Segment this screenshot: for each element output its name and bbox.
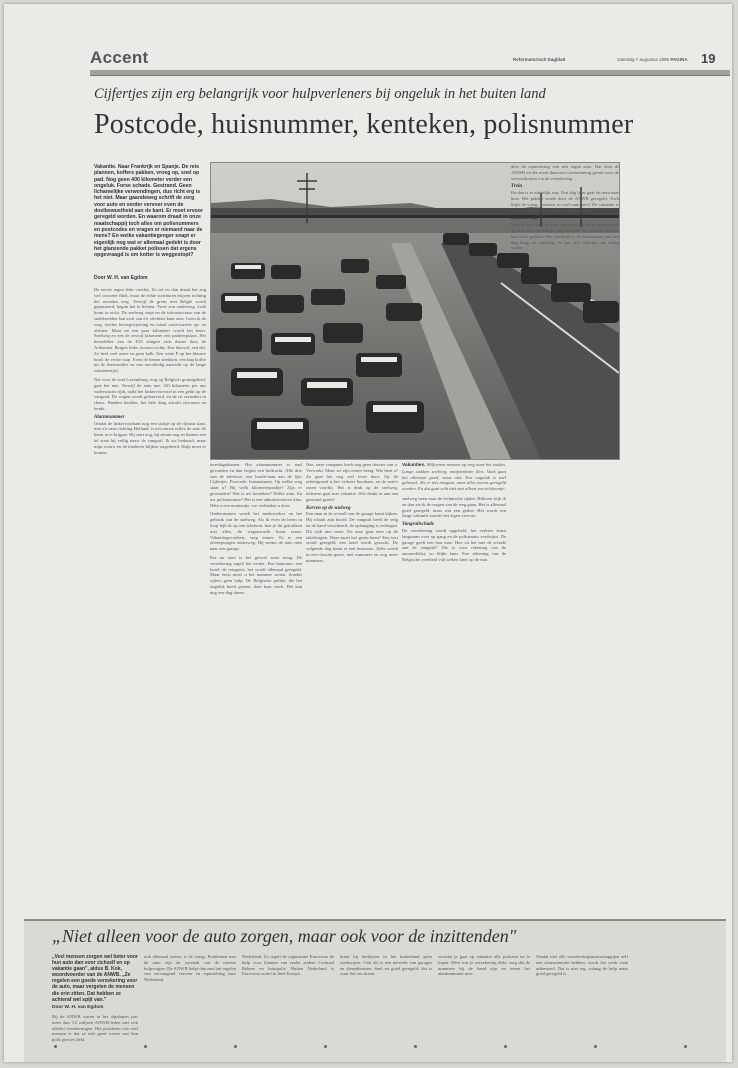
sidebar-column-3: Nederland. Zo regelt de organisatie Eurocross de hulp voor klanten van onder andere Centraal Beheer en Interpolis. Buiten Nederland is Eurocross actief in heel Europa. bbox=[242, 954, 334, 977]
article-kicker: Cijfertjes zijn erg belangrijk voor hulpverleners bij ongeluk in het buiten land bbox=[94, 86, 546, 102]
article-paragraph: Nee, onze computer heeft nog geen dossier van u. Verwerkt. Maar we zijn ermee bezig. Wie bent u? Zo gaat het nog wel even door. Op de achtergrond is het verkeer hoorbaar, en de auto's razen voorbij. Het is druk op de snelweg, iedereen gaat met vakantie. Wie denkt er aan een gestrand gezin? bbox=[306, 462, 398, 502]
registration-mark bbox=[234, 1045, 237, 1048]
caption-title: Vakanties. bbox=[402, 463, 426, 468]
registration-mark bbox=[324, 1045, 327, 1048]
registration-mark bbox=[414, 1045, 417, 1048]
issue-date-text: zaterdag 7 augustus 1999 bbox=[617, 57, 670, 62]
registration-mark bbox=[594, 1045, 597, 1048]
article-byline: Door W. H. van Egdom bbox=[94, 275, 148, 281]
article-subhead: Repatriëring bbox=[511, 216, 538, 222]
article-paragraph: Een man in de overall van de garage komt kijken. Hij schudt zijn hoofd. De vangrail heeft de velg en de band verscheurd, de ophanging is verbogen. Dit rijdt niet meer. De auto gaat mee op de takelwagen. Waar moet het gezin heen? Een taxi wordt geregeld, een hotel wordt gezocht. De volgende dag komt er een huurauto. Alles wordt in een dossier gezet, met nummers en nog meer nummers. bbox=[306, 511, 398, 563]
page-label: PAGINA bbox=[670, 57, 688, 62]
article-paragraph: dere de repatriëring van m'n eigen auto. Dat doet de ANWB en die moet daarvoor toestemming geven voor de vervoerkosten via de verzekering. bbox=[511, 164, 619, 181]
article-column-3 bbox=[306, 462, 398, 907]
article-subhead: Trein bbox=[511, 184, 523, 190]
registration-mark bbox=[684, 1045, 687, 1048]
article-headline: Postcode, huisnummer, kenteken, polisnummer bbox=[94, 109, 634, 140]
article-column-5 bbox=[511, 164, 619, 907]
section-rule bbox=[90, 70, 730, 75]
sidebar-column-4: krent bij bedrijven in het buitenland geen werkwijzer. Ook dit is een netwerk van garages en sleepdiensten. Snel en goed geregeld: dat is waar het om draait. bbox=[340, 954, 432, 977]
article-paragraph: Onderonsmen wordt het medewerker en het gebruik van de snelweg. Als ik even de berm in loop kijk ik op een telefoon: ben je dit getrokken met alles, de wegenwacht komt eraan. Vakantiegevoelens, weg ermee. Er is een afsleepwagen onderweg. Hij neemt de auto mee naar een garage. bbox=[210, 511, 302, 552]
registration-mark bbox=[504, 1045, 507, 1048]
article-paragraph: De verzekering wordt opgebeld, het verkeer komt langzaam over op gang en de politieauto verdwijnt. De garage geeft een bon mee. Hoe zit het met de schade aan de vangrail? Die is voor rekening van de automobilist, zo blijkt later. Een rekening van de Belgische overheid valt weken later op de mat. bbox=[402, 527, 506, 562]
sidebar-column-6: Omdat niet alle verzekeringsmaatschappijen zelf een alarmcentrale hebben, wordt het werk vaak uitbesteed. Dat is niet erg, zolang de hulp maar goed geregeld is. bbox=[536, 954, 628, 977]
issue-date bbox=[617, 57, 687, 62]
article-paragraph: Weken later staat de auto weer voor de deur, gerepareerd en wel. De rekeningen zijn betaald, de polissen hebben hun werk gedaan. Wat overblijft is de herinnering aan een dag langs de snelweg, en aan alle cijfertjes die nodig waren. bbox=[511, 222, 619, 251]
article-paragraph: De eerste regen liekt voorbij. Zo rol en dan draait het zog wel concrete flink, maar de echte stortbuien drijven richting het noorden weg. Terwijl de grens met België wordt gepasseerd, begint het te lichten. Twee zon onderweg. Luik komt in zicht. De snelweg stopt en de infrastructuur van de stadsbeelden laat zich van z'n slechtste kant zien. Geen ik de weg, slechts bewegwijzering en totaal onverwachte op- en afritten. Maar na een paar kilometer wordt het beter. Snelweg en een de zesvijf kilometer een parkeerplaats. Het hemeldlier van de E25 slingert zich dwars door de Ardennen. Bergen links, bossen rechts. Een huisvol, een dal. Zo heel veel meer en geen balk. Een witte P op het blauwe bord: de eerste stop. Even de benen strekken, een hap koffie uit de thermosfles en een onvolledig aanzicht op de lange vakantierijrij. bbox=[94, 287, 206, 374]
masthead bbox=[90, 48, 730, 76]
article-paragraph: snelweg heen naar de technische rijden. Blikvast kijk ik en dan zie ik de wagen van de weg gaan. Het is allemaal goed geregeld, maar wat een gedoe. Het wordt een lange vakantie zonder het eigen vervoer. bbox=[402, 495, 506, 519]
article-paragraph: Pas na uren is het gevoel weer terug. De verzekering regelt het verder. Een huurauto, een hotel, de terugreis, het wordt allemaal geregeld. Maar eerst moet u het nummer weten. Zonder cijfers geen hulp. De Belgische politie, die het ongeluk heeft gezien, doet haar werk. Het kan nog een dag duren. bbox=[210, 554, 302, 595]
article-paragraph: En dan is er eindelijk rust. Een dag later gaat de trein naar huis. Het pakket wordt door de ANWB geregeld. Toch blijft de vraag: waarom zo veel nummers? De vakantie is voorbij voordat hij goed en wel begonnen is. bbox=[511, 190, 619, 213]
newspaper-page bbox=[4, 4, 732, 1062]
article-paragraph: Omdat de linkervoorkant nog een stukje op de rijbaan staat, met z'n neus richting Holland, is m'n eerste reflex de auto de berm in te krijgen. Hij start nog, hij steunt nog en binnen een tel staat hij veilig naast de vangrail. Ik sta beduusd, maar mijn vrouw en de kinderen blijken ongedeerd. Hulp moet er komen. bbox=[94, 420, 206, 455]
article-subhead: Vangrailschade bbox=[402, 522, 434, 528]
caption-text: Miljoenen mensen op weg naar het zuiden. Lange stukken snelweg, onafzienbare files. Vaak gaat het allemaal goed, soms niet. Een ongeluk is snel gebeurd. Als er iets misgaat, moet alles ineens geregeld worden. En dat gaat echt niet met alleen een telefoontje. bbox=[402, 462, 506, 492]
article-paragraph: Net voor de stad Luxemburg, nog op Belgisch grondgebied, gaat het mis. Terwijl de auto met 120 kilometer per uur vaderwaarts rijdt, raakt het linkervoorwiel in een gebit op de vangrail. De wagen wordt gelanceerd, en de rit verandert in chaos. Banden knallen, het hele ding schuift zijwaarts en bonkt. bbox=[94, 376, 206, 411]
article-lede: Vakantie. Naar Frankrijk en Spanje. De reis plannen, koffers pakken, vroeg op, snel op pad. Nog geen 400 kilometer verder een ongeluk. Forse schade. Gestrand. Geen lichamelijke verwondingen, dus richt erg is het niet. Maar gaandeweg schrift de zorg voor auto en verder vervoer even de doelbewustheid aan de kant. Er moet ervoor geregeld worden. En waarom draait in onze maatschappij toch alles om polisnummers en postcodes en vragen er niemand naar de mens? En welke vakantiegenger snapt er eigenlijk nog wat er allemaal gedekt is door het glanzende pakket polissen dat ergens opgevraagd is om kotter is weggestopt? bbox=[94, 164, 203, 259]
paper-name: Reformatorisch Dagblad bbox=[513, 57, 566, 62]
sidebar-column-1: Bij de ANWB waren in het afgelopen jaar meer dan 3,5 miljoen ANWB-leden met ook allerlei verzekeringen. Het probleem van veel mensen is dat ze niet goed weten wat hun polis precies dekt. bbox=[52, 1014, 138, 1043]
sidebar-byline: Door W. H. van Egdom bbox=[52, 1005, 104, 1010]
registration-mark bbox=[54, 1045, 57, 1048]
article-subhead: Alarmnummer bbox=[94, 414, 125, 420]
article-column-2 bbox=[210, 462, 302, 907]
registration-mark bbox=[144, 1045, 147, 1048]
article-subhead: Kerven op de snelweg bbox=[306, 505, 351, 511]
photo-caption bbox=[402, 462, 506, 492]
registration-marks bbox=[24, 1042, 726, 1052]
article-paragraph: terechtgekomen. Het alarmnummer is snel gevonden en dan begint een hoffracht. Alle drie van de telefoon: een hoofd-man aan de lijn. Cijfertjes. Postcode, huisnummer. Op welke weg staat u? Bij welk kilometerpaaltje? Zijn er gewonden? Wat is uw kenteken? Welke auto. En uw polisnummer? Het is een administratieve klus. Hebt u een momentje, we verbinden u door. bbox=[210, 462, 302, 508]
sidebar-lede: „Veel mensen zorgen wel beter voor hun auto dan voor zichzelf en op vakantie gaan", aldus B. Kok, woordvoerder van de ANWB. „Ze regelen een goede verzekering voor de auto, maar vergeten de mensen die erin zitten. Dat hebben ze achteraf wel spijt van." bbox=[52, 954, 138, 1003]
sidebar-column-5: voordat je gaat op vakantie alle polissen na te lopen. Weet wat je verzekering dekt, zorg dat de nummers bij de hand zijn en neem het alarmnummer mee. bbox=[438, 954, 530, 977]
sidebar-column-2: ook allemaal weten, is de vraag. Problemen met de auto zijn de oorzaak van de meeste hulpvragen. De ANWB helpt dan met het regelen van vervangend vervoer en repatriëring naar Nederland. bbox=[144, 954, 236, 983]
article-column-1 bbox=[94, 287, 206, 907]
section-name: Accent bbox=[90, 48, 149, 67]
page-number: 19 bbox=[701, 51, 716, 66]
sidebar-headline: „Niet alleen voor de auto zorgen, maar ook voor de inzittenden" bbox=[52, 926, 517, 946]
article-column-4 bbox=[402, 462, 506, 907]
